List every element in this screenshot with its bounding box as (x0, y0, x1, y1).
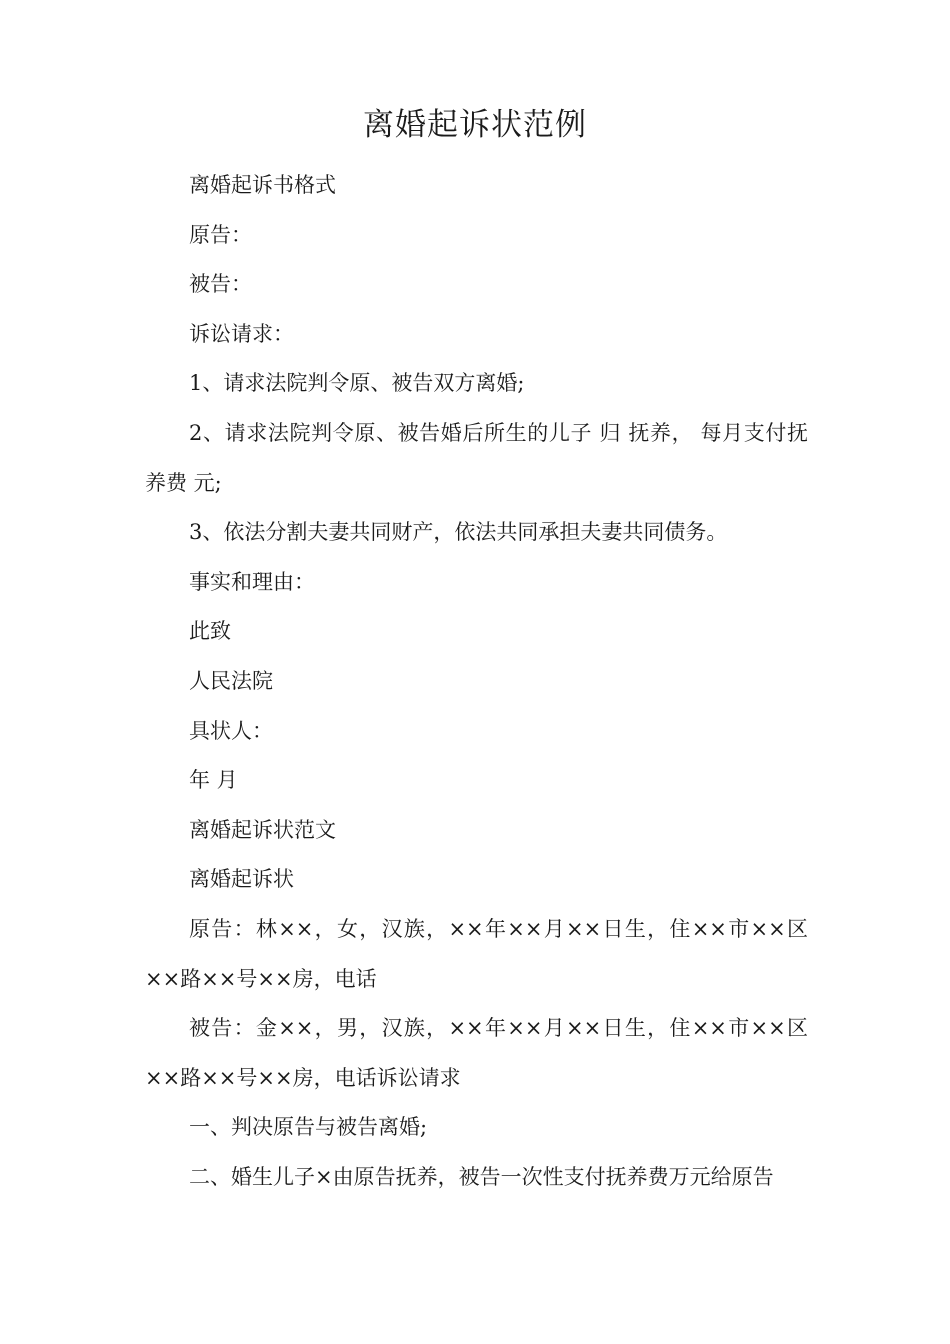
paragraph-plaintiff: 原告： (189, 222, 252, 247)
paragraph-sample-claim-1: 一、判决原告与被告离婚; (189, 1115, 428, 1140)
paragraph-signer: 具状人： (189, 718, 273, 743)
paragraph-facts-heading: 事实和理由： (189, 569, 315, 594)
paragraph-sample-heading: 离婚起诉状范文 (189, 817, 336, 842)
paragraph-court: 人民法院 (189, 668, 273, 693)
paragraph-claim-1: 1、请求法院判令原、被告双方离婚; (189, 371, 525, 396)
paragraph-sample-claim-2: 二、婚生儿子×由原告抚养，被告一次性支付抚养费万元给原告 (189, 1164, 774, 1189)
paragraph-date: 年 月 (189, 768, 238, 793)
paragraph-sample-title: 离婚起诉状 (189, 867, 294, 892)
paragraph-claim-3: 3、依法分割夫妻共同财产，依法共同承担夫妻共同债务。 (189, 520, 728, 545)
paragraph-claims-heading: 诉讼请求： (189, 321, 294, 346)
paragraph-salutation: 此致 (189, 619, 231, 644)
paragraph-sample-defendant: 被告：金××，男，汉族，××年××月××日生，住××市××区××路××号××房，电话诉讼请求 (145, 1016, 808, 1090)
paragraph-defendant: 被告： (189, 272, 252, 297)
paragraph-claim-2: 2、请求法院判令原、被告婚后所生的儿子 归 抚养， 每月支付抚养费 元; (145, 420, 808, 495)
paragraph-format-heading: 离婚起诉书格式 (189, 173, 336, 197)
document-title: 离婚起诉状范例 (363, 107, 587, 143)
document-body (145, 161, 808, 1202)
paragraph-sample-plaintiff: 原告：林××，女，汉族，××年××月××日生，住××市××区××路××号××房，电话 (145, 916, 808, 991)
